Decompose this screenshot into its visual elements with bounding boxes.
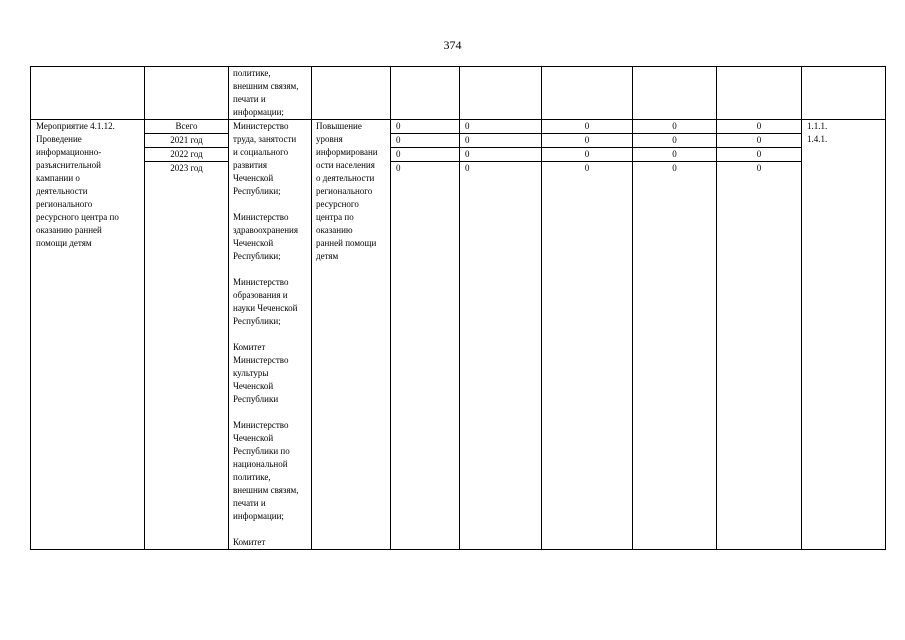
value: 0 xyxy=(717,120,801,134)
cell-col6 xyxy=(460,120,542,550)
executors-text: Министерство труда, занятости и социального развития Чеченской Республики; Министерство здравоохранения Чеченской Республики; Министерство образования и науки Чеченской Республики; Комитет Министерство культуры Чеченской Республики Министерство Чеченской Республики по национальной политике, внешним связям, печати и информации; Комитет xyxy=(233,121,299,547)
cell-activity-empty xyxy=(31,67,145,120)
value: 0 xyxy=(460,120,541,134)
result-text: Повышение уровня информировани ости населения о деятельности регионального ресурсного центра по оказанию ранней помощи детям xyxy=(316,121,378,261)
value: 0 xyxy=(633,148,716,162)
value: 0 xyxy=(460,148,541,162)
page-number: 374 xyxy=(443,38,462,52)
cell-indicators xyxy=(802,120,886,550)
value: 0 xyxy=(396,163,401,173)
year-2022: 2022 год xyxy=(145,148,228,162)
year-2021: 2021 год xyxy=(145,134,228,148)
year-total: Всего xyxy=(145,120,228,134)
value: 0 xyxy=(717,134,801,148)
cell-col8 xyxy=(633,120,717,550)
value: 0 xyxy=(542,120,632,134)
year-2023: 2023 год xyxy=(170,163,203,173)
cell-col5 xyxy=(391,120,460,550)
value: 0 xyxy=(633,134,716,148)
cell-years xyxy=(145,120,229,550)
executors-tail-text: политике, внешним связям, печати и информации; xyxy=(233,68,299,117)
cell-col7 xyxy=(542,120,633,550)
value: 0 xyxy=(717,148,801,162)
cell-result xyxy=(312,120,391,550)
value: 0 xyxy=(584,163,590,173)
cell-activity xyxy=(31,120,145,550)
program-table xyxy=(30,66,886,550)
value: 0 xyxy=(756,163,762,173)
value: 0 xyxy=(391,148,459,162)
table-row-continuation xyxy=(31,67,886,120)
value: 0 xyxy=(542,134,632,148)
cell-years-empty xyxy=(145,67,229,120)
value: 0 xyxy=(633,120,716,134)
cell-col9 xyxy=(717,120,802,550)
cell-executors-continued xyxy=(229,67,312,120)
indicators-text: 1.1.1. 1.4.1. xyxy=(807,121,828,144)
value: 0 xyxy=(391,120,459,134)
value: 0 xyxy=(465,163,470,173)
activity-text: Мероприятие 4.1.12. Проведение информационно- разъяснительной кампании о деятельности регионального ресурсного центра по оказанию ранней помощи детям xyxy=(36,121,119,248)
value: 0 xyxy=(391,134,459,148)
value: 0 xyxy=(672,163,677,173)
value: 0 xyxy=(542,148,632,162)
value: 0 xyxy=(460,134,541,148)
cell-executors xyxy=(229,120,312,550)
table-row-activity-4-1-12 xyxy=(31,120,886,550)
years-list xyxy=(145,120,228,175)
